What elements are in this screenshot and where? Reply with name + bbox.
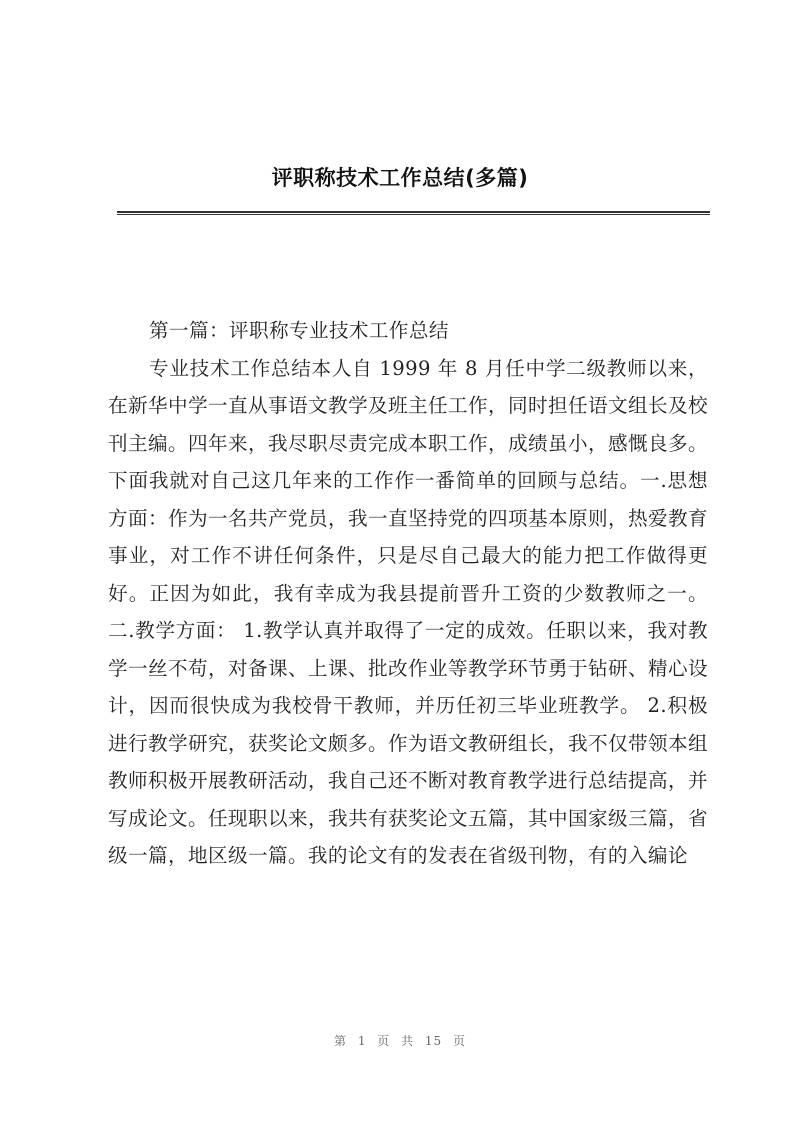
document-body [108, 312, 708, 875]
title-divider [117, 211, 710, 215]
page-number-footer: 第 1 页 共 15 页 [334, 1034, 466, 1048]
document-title: 评职称技术工作总结(多篇) [271, 166, 529, 190]
section-heading: 第一篇：评职称专业技术工作总结 [149, 319, 449, 342]
body-paragraph: 专业技术工作总结本人自 1999 年 8 月任中学二级教师以来，在新华中学一直从事语文教学及班主任工作，同时担任语文组长及校刊主编。四年来，我尽职尽责完成本职工作，成绩虽小，感慨良多。下面我就对自己这几年来的工作作一番简单的回顾与总结。一.思想方面：作为一名共产党员，我一直坚持党的四项基本原则，热爱教育事业，对工作不讲任何条件，只是尽自己最大的能力把工作做得更好。正因为如此，我有幸成为我县提前晋升工资的少数教师之一。 二.教学方面： 1.教学认真并取得了一定的成效。任职以来，我对教学一丝不苟，对备课、上课、批改作业等教学环节勇于钻研、精心设计，因而很快成为我校骨干教师，并历任初三毕业班教学。 2.积极进行教学研究，获奖论文颇多。作为语文教研组长，我不仅带领本组教师积极开展教研活动，我自己还不断对教育教学进行总结提高，并写成论文。任现职以来，我共有获奖论文五篇，其中国家级三篇，省级一篇，地区级一篇。我的论文有的发表在省级刊物，有的入编论 [108, 356, 708, 867]
